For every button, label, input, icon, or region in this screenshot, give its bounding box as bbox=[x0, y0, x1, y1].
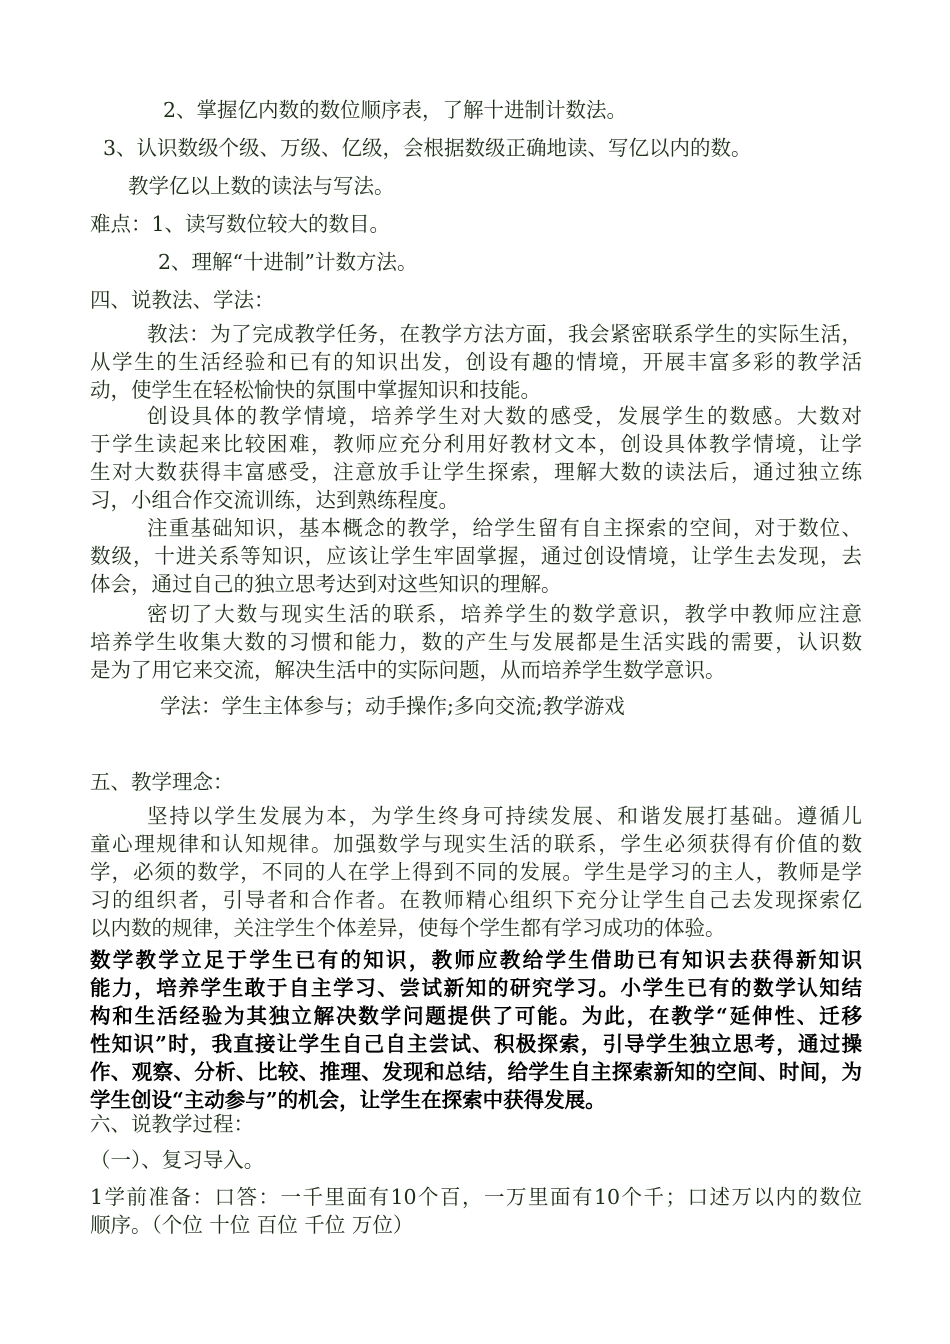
paragraph-line: 以内数的规律，关注学生个体差异，使每个学生都有学习成功的体验。 bbox=[90, 916, 726, 940]
paragraph-line: 能力，培养学生敢于自主学习、尝试新知的研究学习。小学生已有的数学认知结 bbox=[90, 976, 862, 1000]
objective-3-line: 3、认识数级个级、万级、亿级，会根据数级正确地读、写亿以内的数。 bbox=[103, 136, 752, 160]
paragraph-line: 体会，通过自己的独立思考达到对这些知识的理解。 bbox=[90, 572, 562, 596]
difficulty-1-line: 难点：1、读写数位较大的数目。 bbox=[90, 212, 391, 236]
paragraph-line: 坚持以学生发展为本，为学生终身可持续发展、和谐发展打基础。遵循儿 bbox=[147, 804, 862, 828]
section-5-heading: 五、教学理念： bbox=[90, 770, 234, 794]
subsection-1-heading: （一）、复习导入。 bbox=[90, 1148, 265, 1172]
paragraph-line: 培养学生收集大数的习惯和能力，数的产生与发展都是生活实践的需要，认识数 bbox=[90, 630, 862, 654]
paragraph-line: 密切了大数与现实生活的联系，培养学生的数学意识，教学中教师应注意 bbox=[147, 602, 862, 626]
study-method-line: 学法：学生主体参与；动手操作;多向交流;教学游戏 bbox=[160, 694, 625, 718]
paragraph-line: 1学前准备：口答：一千里面有10个百，一万里面有10个千；口述万以内的数位 bbox=[90, 1185, 862, 1209]
paragraph-line: 创设具体的教学情境，培养学生对大数的感受，发展学生的数感。大数对 bbox=[147, 404, 862, 428]
paragraph-line: 构和生活经验为其独立解决数学问题提供了可能。为此，在教学“延伸性、迁移 bbox=[90, 1004, 862, 1028]
paragraph-line: 学生创设“主动参与”的机会，让学生在探索中获得发展。 bbox=[90, 1088, 606, 1112]
paragraph-line: 动，使学生在轻松愉快的氛围中掌握知识和技能。 bbox=[90, 378, 541, 402]
paragraph-line: 习，小组合作交流训练，达到熟练程度。 bbox=[90, 488, 459, 512]
paragraph-line: 生对大数获得丰富感受，注意放手让学生探索，理解大数的读法后，通过独立练 bbox=[90, 460, 862, 484]
paragraph-line: 注重基础知识，基本概念的教学，给学生留有自主探索的空间，对于数位、 bbox=[147, 516, 862, 540]
difficulty-2-line: 2、理解“十进制”计数方法。 bbox=[158, 250, 418, 274]
paragraph-line: 顺序。（个位 十位 百位 千位 万位） bbox=[90, 1213, 414, 1237]
objective-2-line: 2、掌握亿内数的数位顺序表，了解十进制计数法。 bbox=[163, 98, 628, 122]
key-point-line: 教学亿以上数的读法与写法。 bbox=[128, 174, 395, 198]
paragraph-line: 从学生的生活经验和已有的知识出发，创设有趣的情境，开展丰富多彩的教学活 bbox=[90, 350, 862, 374]
paragraph-line: 是为了用它来交流，解决生活中的实际问题，从而培养学生数学意识。 bbox=[90, 658, 726, 682]
paragraph-line: 学，必须的数学，不同的人在学上得到不同的发展。学生是学习的主人，教师是学 bbox=[90, 860, 862, 884]
section-4-heading: 四、说教法、学法： bbox=[90, 288, 275, 312]
paragraph-line: 教法：为了完成教学任务，在教学方法方面，我会紧密联系学生的实际生活， bbox=[147, 322, 862, 346]
section-6-heading: 六、说教学过程： bbox=[90, 1112, 254, 1136]
paragraph-line: 习的组织者，引导者和合作者。在教师精心组织下充分让学生自己去发现探索亿 bbox=[90, 888, 862, 912]
paragraph-line: 性知识”时，我直接让学生自己自主尝试、积极探索，引导学生独立思考，通过操 bbox=[90, 1032, 862, 1056]
paragraph-line: 作、观察、分析、比较、推理、发现和总结，给学生自主探索新知的空间、时间，为 bbox=[90, 1060, 862, 1084]
paragraph-line: 于学生读起来比较困难，教师应充分利用好教材文本，创设具体教学情境，让学 bbox=[90, 432, 862, 456]
paragraph-line: 数学教学立足于学生已有的知识，教师应教给学生借助已有知识去获得新知识 bbox=[90, 948, 862, 972]
paragraph-line: 数级，十进关系等知识，应该让学生牢固掌握，通过创设情境，让学生去发现，去 bbox=[90, 544, 862, 568]
paragraph-line: 童心理规律和认知规律。加强数学与现实生活的联系，学生必须获得有价值的数 bbox=[90, 832, 862, 856]
